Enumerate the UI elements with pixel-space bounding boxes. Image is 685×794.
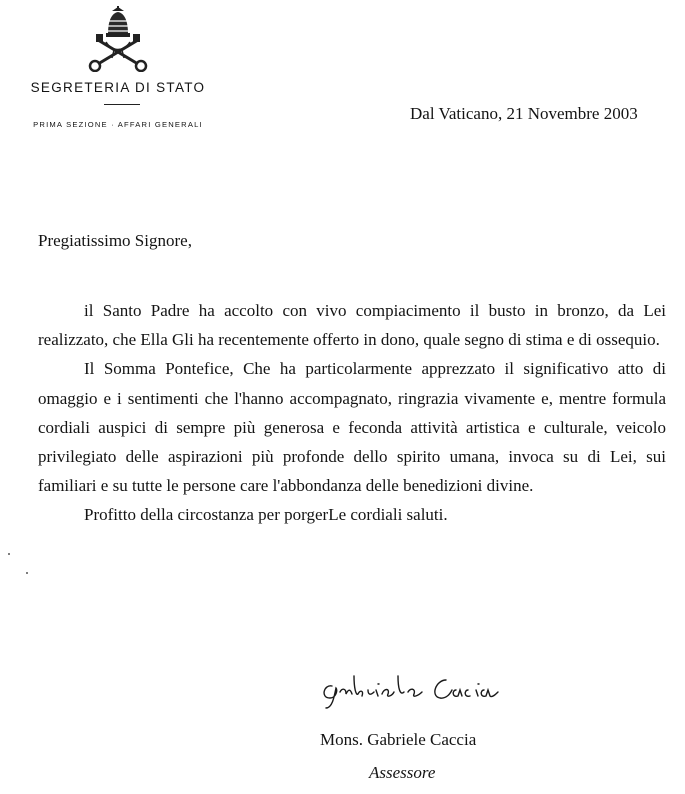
scan-speck (8, 553, 10, 555)
letter-body (38, 296, 666, 530)
signer-name: Mons. Gabriele Caccia (320, 730, 477, 749)
signer-title: Assessore (369, 763, 436, 782)
letterhead-org-name: SEGRETERIA DI STATO (30, 80, 206, 95)
handwritten-signature (318, 668, 500, 712)
salutation: Pregiatissimo Signore, (38, 231, 192, 250)
scan-speck (26, 572, 28, 574)
letterhead-section: PRIMA SEZIONE · AFFARI GENERALI (33, 120, 203, 129)
paragraph-1: il Santo Padre ha accolto con vivo compiacimento il busto in bronzo, da Lei realizzato, che Ella Gli ha recentemente offerto in dono, quale segno di stima e di ossequio. (38, 301, 666, 350)
date-line: Dal Vaticano, 21 Novembre 2003 (410, 104, 638, 123)
paragraph-closing: Profitto della circostanza per porgerLe cordiali saluti. (84, 505, 448, 525)
paragraph-2: Il Somma Pontefice, Che ha particolarmente apprezzato il significativo atto di omaggio e i sentimenti che l'hanno accompagnato, ringrazia vivamente e, mentre formula cordiali auspici di sempre più generosa e feconda attività artistica e culturale, veicolo privilegiato delle aspirazioni più profonde dello spirito umana, invoca su di Lei, sui familiari e su tutte le persone care l'abbondanza delle benedizioni divine. (38, 359, 666, 496)
letterhead-divider (104, 104, 140, 105)
papal-coat-of-arms-icon (86, 6, 150, 72)
